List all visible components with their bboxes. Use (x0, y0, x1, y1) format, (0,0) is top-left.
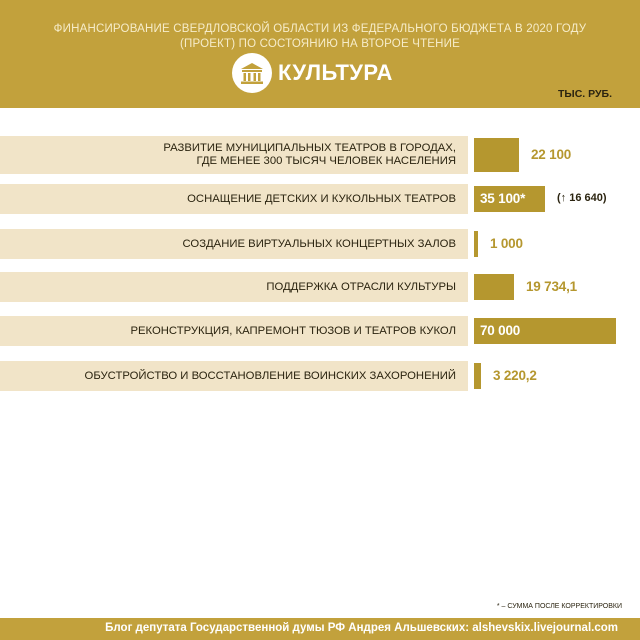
category-label (0, 272, 468, 302)
section-title: КУЛЬТУРА (278, 60, 393, 85)
units-label: ТЫС. РУБ. (558, 88, 612, 100)
category-label-line: ОБУСТРОЙСТВО И ВОССТАНОВЛЕНИЕ ВОИНСКИХ ЗАХОРОНЕНИЙ (84, 369, 456, 382)
category-label-line: ОСНАЩЕНИЕ ДЕТСКИХ И КУКОЛЬНЫХ ТЕАТРОВ (187, 192, 456, 205)
data-label: 3 220,2 (493, 368, 537, 383)
footer-banner (0, 618, 640, 640)
category-label-line: РАЗВИТИЕ МУНИЦИПАЛЬНЫХ ТЕАТРОВ В ГОРОДАХ, (163, 142, 456, 154)
footnote: * – СУММА ПОСЛЕ КОРРЕКТИРОВКИ (496, 603, 622, 610)
category-label-line: ПОДДЕРЖКА ОТРАСЛИ КУЛЬТУРЫ (266, 280, 456, 293)
data-label: 22 100 (531, 147, 572, 162)
page-title-line-1: ФИНАНСИРОВАНИЕ СВЕРДЛОВСКОЙ ОБЛАСТИ ИЗ ФЕДЕРАЛЬНОГО БЮДЖЕТА В 2020 ГОДУ (53, 23, 587, 35)
category-label-line: СОЗДАНИЕ ВИРТУАЛЬНЫХ КОНЦЕРТНЫХ ЗАЛОВ (182, 237, 456, 250)
data-label: 70 000 (480, 323, 521, 338)
bar (474, 274, 514, 300)
category-label (0, 136, 468, 174)
data-label: 1 000 (490, 236, 523, 251)
footer-credit: Блог депутата Государственной думы РФ Андрея Альшевских: alshevskix.livejournal.com (105, 622, 618, 634)
bar (474, 138, 519, 172)
category-label (0, 361, 468, 391)
bar (474, 363, 481, 389)
theater-building-icon (232, 53, 272, 93)
data-label: 35 100* (480, 191, 526, 206)
bar (474, 231, 478, 257)
category-label (0, 316, 468, 346)
change-annotation: (↑ 16 640) (557, 192, 607, 204)
data-label: 19 734,1 (526, 279, 577, 294)
header-banner (0, 0, 640, 108)
page-title (0, 22, 640, 52)
theater-building-icon-glyph (240, 61, 264, 85)
page-title-line-2: (ПРОЕКТ) ПО СОСТОЯНИЮ НА ВТОРОЕ ЧТЕНИЕ (179, 38, 461, 50)
category-label-line: ГДЕ МЕНЕЕ 300 ТЫСЯЧ ЧЕЛОВЕК НАСЕЛЕНИЯ (196, 155, 456, 167)
category-label-line: РЕКОНСТРУКЦИЯ, КАПРЕМОНТ ТЮЗОВ И ТЕАТРОВ КУКОЛ (130, 324, 456, 337)
category-label (0, 184, 468, 214)
category-label (0, 229, 468, 259)
